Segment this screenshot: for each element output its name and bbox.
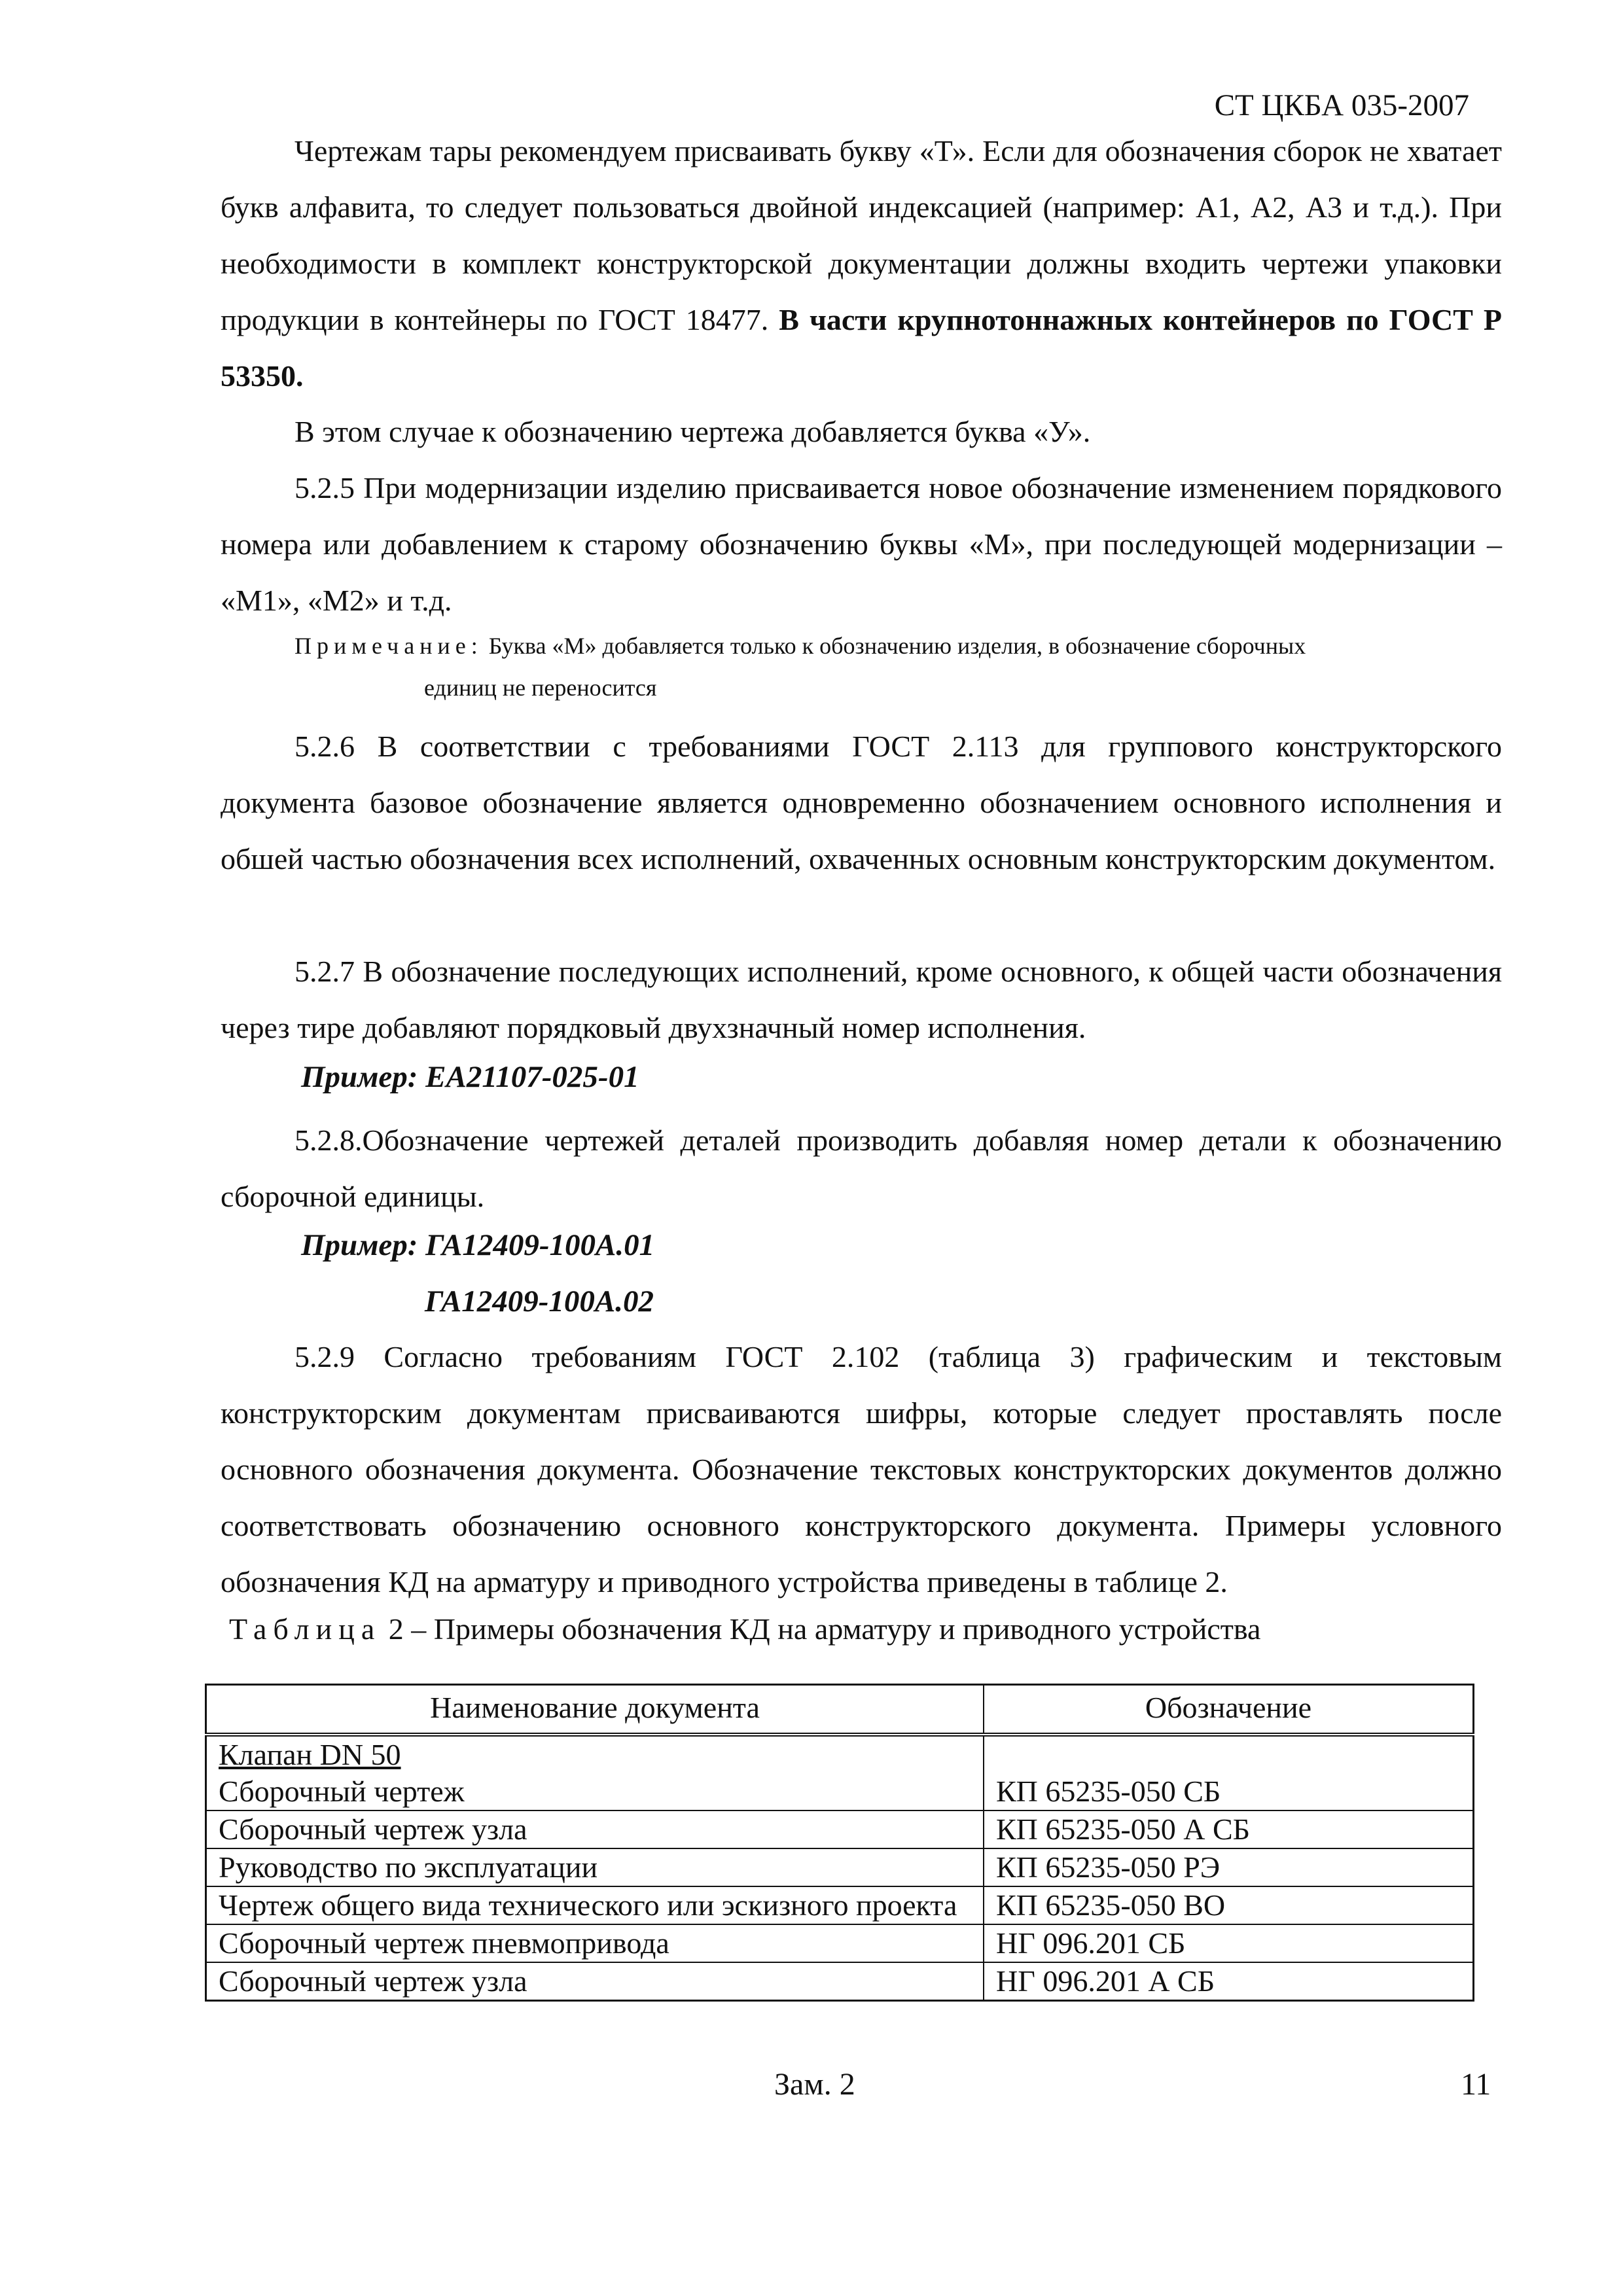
table-caption-text: 2 – Примеры обозначения КД на арматуру и приводного устройства: [388, 1612, 1261, 1646]
paragraph-5-2-7: 5.2.7 В обозначение последующих исполнений, кроме основного, к общей части обозначения через тире добавляют порядковый двухзначный номер исполнения.: [221, 955, 1502, 1044]
table-row: [206, 1924, 1474, 1962]
table-cell-code: НГ 096.201 А СБ: [984, 1962, 1474, 2001]
table-cell-name: Сборочный чертеж узла: [206, 1810, 984, 1848]
table-caption: [229, 1610, 1260, 1649]
table-cell-name: Руководство по эксплуатации: [206, 1848, 984, 1886]
change-mark: Зам. 2: [774, 2067, 855, 2102]
table-row: [206, 1848, 1474, 1886]
table-cell-name: Сборочный чертеж узла: [206, 1962, 984, 2001]
table-row: [206, 1735, 1474, 1810]
designation-table: [205, 1684, 1474, 2002]
row-name: Сборочный чертеж: [219, 1775, 465, 1808]
paragraph-containers: [221, 123, 1502, 404]
document-code: СТ ЦКБА 035-2007: [1214, 88, 1469, 122]
row-code: КП 65235-050 СБ: [996, 1775, 1221, 1808]
table-cell-name: Чертеж общего вида технического или эскизного проекта: [206, 1886, 984, 1924]
note-text: Буква «М» добавляется только к обозначению изделия, в обозначение сборочных: [488, 633, 1306, 659]
table-header-row: [206, 1685, 1474, 1735]
table-cell-name: [206, 1735, 984, 1810]
table-row: [206, 1886, 1474, 1924]
table-cell-name: Сборочный чертеж пневмопривода: [206, 1924, 984, 1962]
example-ga12409-01: Пример: ГА12409-100А.01: [301, 1228, 655, 1262]
paragraph-letter-u: В этом случае к обозначению чертежа добавляется буква «У».: [294, 415, 1091, 448]
paragraph-5-2-6: 5.2.6 В соответствии с требованиями ГОСТ 2.113 для группового конструкторского документа базовое обозначение является одновременно обозначением основного исполнения и обшей частью обозначения всех исполнений, охваченных основным конструкторским документом.: [221, 730, 1502, 875]
table-cell-code: КП 65235-050 РЭ: [984, 1848, 1474, 1886]
group-title: Клапан DN 50: [219, 1738, 401, 1771]
paragraph-5-2-8: 5.2.8.Обозначение чертежей деталей производить добавляя номер детали к обозначению сборочной единицы.: [221, 1123, 1502, 1213]
example-ea21107: Пример: ЕА21107-025-01: [301, 1060, 639, 1094]
table-cell-code: КП 65235-050 ВО: [984, 1886, 1474, 1924]
table-cell-code: НГ 096.201 СБ: [984, 1924, 1474, 1962]
note: [294, 625, 1502, 709]
header-designation: Обозначение: [984, 1685, 1474, 1735]
example-ga12409-02: ГА12409-100А.02: [425, 1284, 654, 1318]
table-caption-label: Таблица: [229, 1612, 382, 1646]
table-cell-code: [984, 1735, 1474, 1810]
table-row: [206, 1962, 1474, 2001]
page-number: 11: [1461, 2067, 1491, 2102]
table-cell-code: КП 65235-050 А СБ: [984, 1810, 1474, 1848]
table-row: [206, 1810, 1474, 1848]
paragraph-5-2-9: 5.2.9 Согласно требованиям ГОСТ 2.102 (таблица 3) графическим и текстовым конструкторским документам присваиваются шифры, которые следует проставлять после основного обозначения документа. Обозначение текстовых конструкторских документов должно соответствовать обозначению основного конструкторского документа. Примеры условного обозначения КД на арматуру и приводного устройства приведены в таблице 2.: [221, 1340, 1502, 1598]
paragraph-5-2-5: 5.2.5 При модернизации изделию присваивается новое обозначение изменением порядкового номера или добавлением к старому обозначению буквы «М», при последующей модернизации – «М1», «М2» и т.д.: [221, 471, 1502, 617]
note-label: Примечание:: [294, 633, 483, 659]
header-document-name: Наименование документа: [206, 1685, 984, 1735]
paragraph-containers-bold: В части крупнотоннажных контейнеров по ГОСТ Р 53350.: [221, 303, 1503, 393]
paragraph-containers-text: Чертежам тары рекомендуем присваивать букву «Т». Если для обозначения сборок не хватает букв алфавита, то следует пользоваться двойной индексацией (например: А1, А2, А3 и т.д.). При необходимости в комплект конструкторской документации должны входить чертежи упаковки продукции в контейнеры по ГОСТ 18477.: [221, 134, 1502, 336]
note-continuation: единиц не переносится: [424, 675, 657, 701]
